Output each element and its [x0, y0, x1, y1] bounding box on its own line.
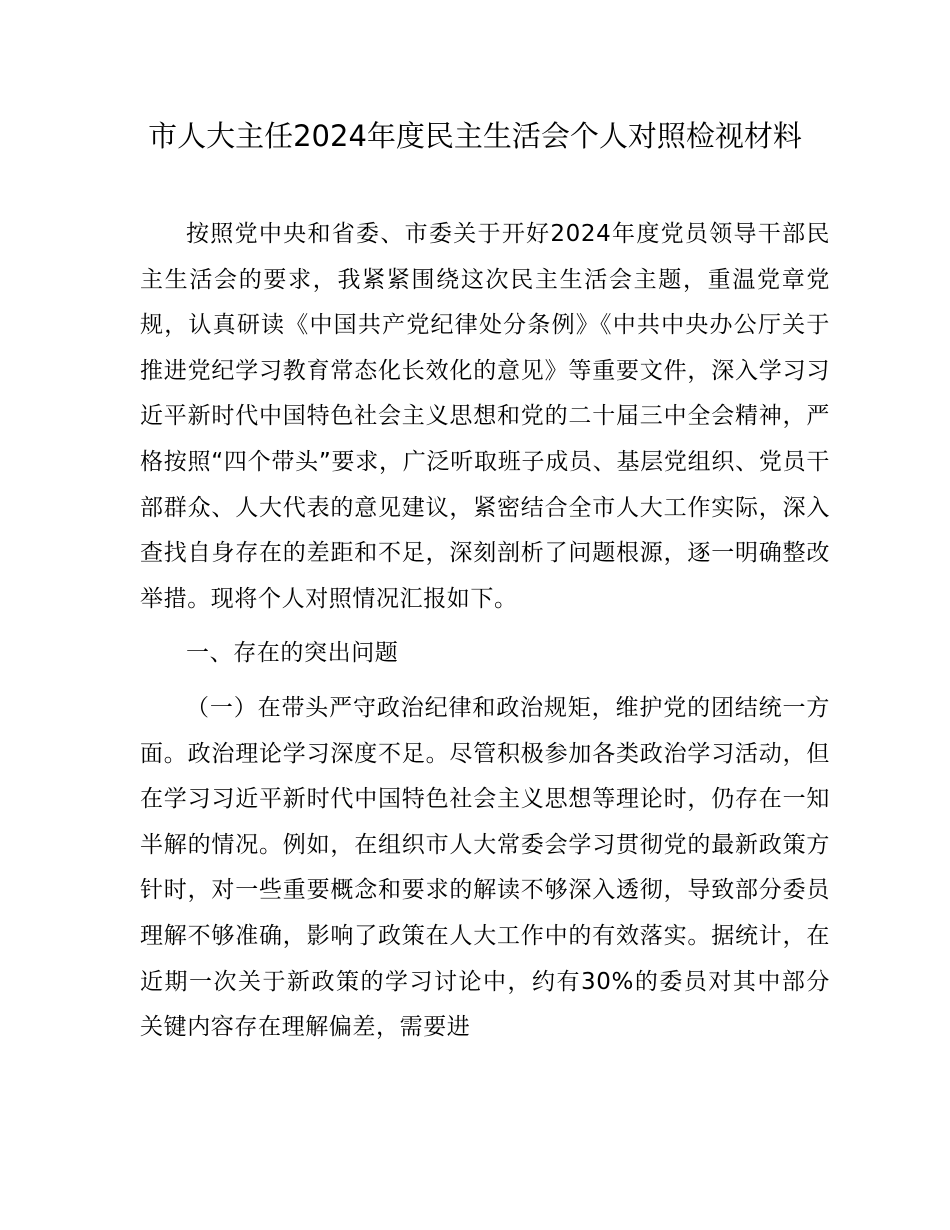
document-title: 市人大主任2024年度民主生活会个人对照检视材料: [148, 119, 802, 153]
document-body: [140, 212, 830, 1051]
intro-paragraph: 按照党中央和省委、市委关于开好2024年度党员领导干部民主生活会的要求，我紧紧围绕这次民主生活会主题，重温党章党规，认真研读《中国共产党纪律处分条例》《中共中央办公厅关于推进党纪学习教育常态化长效化的意见》等重要文件，深入学习习近平新时代中国特色社会主义思想和党的二十届三中全会精神，严格按照“四个带头”要求，广泛听取班子成员、基层党组织、党员干部群众、人大代表的意见建议，紧密结合全市人大工作实际，深入查找自身存在的差距和不足，深刻剖析了问题根源，逐一明确整改举措。现将个人对照情况汇报如下。: [140, 221, 830, 612]
point-one-paragraph: （一）在带头严守政治纪律和政治规矩，维护党的团结统一方面。政治理论学习深度不足。尽管积极参加各类政治学习活动，但在学习习近平新时代中国特色社会主义思想等理论时，仍存在一知半解的情况。例如，在组织市人大常委会学习贯彻党的最新政策方针时，对一些重要概念和要求的解读不够深入透彻，导致部分委员理解不够准确，影响了政策在人大工作中的有效落实。据统计，在近期一次关于新政策的学习讨论中，约有30%的委员对其中部分关键内容存在理解偏差，需要进: [140, 694, 830, 1041]
section-heading: 一、存在的突出问题: [186, 640, 399, 667]
